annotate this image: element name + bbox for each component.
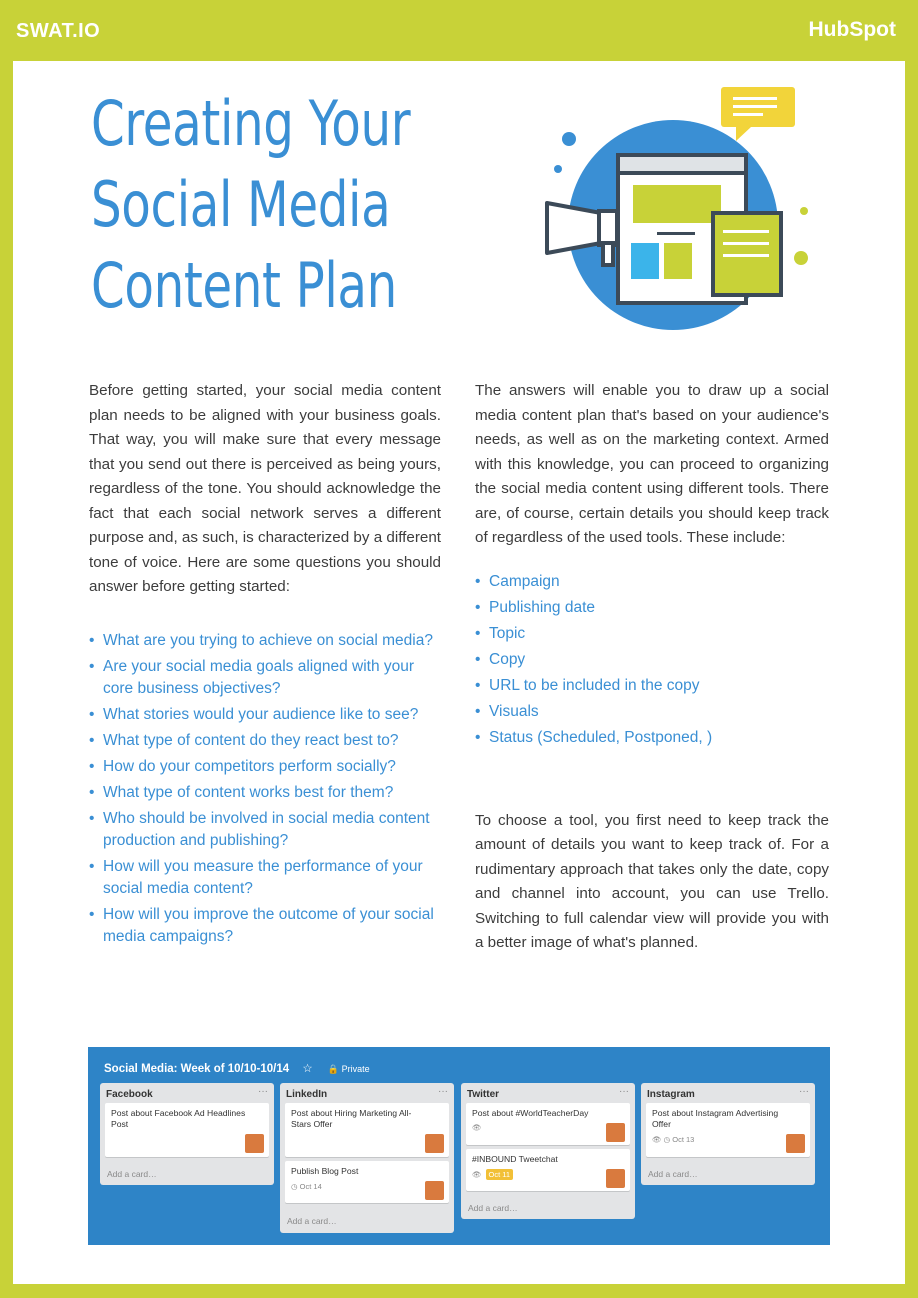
list-item: • Who should be involved in social media content production and publishing? [89, 808, 441, 852]
avatar [245, 1134, 264, 1153]
list-item: • Are your social media goals aligned with your core business objectives? [89, 656, 441, 700]
title-line-2: Social Media [91, 168, 391, 241]
page-title [91, 83, 410, 326]
list-item: • What type of content works best for them? [89, 782, 441, 804]
due-date-badge: 👁 Oct 11 [472, 1169, 513, 1180]
board-title[interactable]: Social Media: Week of 10/10-10/14 [104, 1063, 290, 1075]
card-title: Post about #WorldTeacherDay [472, 1108, 589, 1118]
list-linkedin [280, 1083, 454, 1233]
dot-icon [562, 132, 576, 146]
board-header [104, 1061, 370, 1075]
left-intro: Before getting started, your social media content plan needs to be aligned with your business goals. That way, you will make sure that every message that you send out there is perceived as being yours, regardless of the tone. You should acknowledge the fact that each social network serves a different purpose and, as such, is characterized by a different tone of voice. Here are some questions you should answer before getting started: [89, 382, 441, 595]
list-item: • URL to be included in the copy [475, 675, 829, 697]
list-title: Instagram [647, 1089, 695, 1100]
card[interactable] [466, 1103, 630, 1145]
list-instagram [641, 1083, 815, 1185]
star-icon[interactable]: ☆ [302, 1063, 313, 1075]
add-card-button[interactable]: Add a card… [648, 1169, 698, 1179]
avatar [786, 1134, 805, 1153]
list-menu-icon[interactable]: ··· [258, 1086, 268, 1097]
card[interactable] [105, 1103, 269, 1157]
trello-board [88, 1047, 830, 1245]
list-item: • Publishing date [475, 597, 829, 619]
list-twitter [461, 1083, 635, 1219]
due-date-badge: 👁 ◷ Oct 13 [652, 1135, 695, 1144]
list-item: • Visuals [475, 701, 829, 723]
card[interactable] [466, 1149, 630, 1191]
dot-icon [800, 207, 808, 215]
list-item: • Status (Scheduled, Postponed, ) [475, 727, 829, 749]
questions-list [89, 630, 441, 948]
add-card-button[interactable]: Add a card… [468, 1203, 518, 1213]
brand-swatio: SWAT.IO [16, 20, 101, 42]
list-menu-icon[interactable]: ··· [438, 1086, 448, 1097]
list-title: Facebook [106, 1089, 153, 1100]
list-item: • How will you measure the performance of your social media content? [89, 856, 441, 900]
list-item: • How do your competitors perform socially? [89, 756, 441, 778]
list-title: Twitter [467, 1089, 500, 1100]
list-menu-icon[interactable]: ··· [799, 1086, 809, 1097]
add-card-button[interactable]: Add a card… [107, 1169, 157, 1179]
list-item: • Campaign [475, 571, 829, 593]
list-item: • What stories would your audience like to see? [89, 704, 441, 726]
private-badge[interactable]: 🔒 Private [327, 1064, 370, 1074]
right-outro: To choose a tool, you first need to keep track the amount of details you want to keep track of. For a rudimentary approach that takes only the date, copy and channel into account, you can use Trello. Switching to full calendar view will provide you with a better image of what's planned. [475, 811, 829, 951]
watch-icon: 👁 [472, 1170, 482, 1179]
dot-icon [554, 165, 562, 173]
list-menu-icon[interactable]: ··· [619, 1086, 629, 1097]
card[interactable] [285, 1103, 449, 1157]
list-facebook [100, 1083, 274, 1185]
avatar [606, 1123, 625, 1142]
avatar [606, 1169, 625, 1188]
title-line-1: Creating Your [91, 87, 411, 160]
card-title: Post about Instagram Advertising Offer [652, 1108, 779, 1129]
watch-icon: 👁 [472, 1123, 482, 1132]
list-title: LinkedIn [286, 1089, 328, 1100]
left-column [89, 379, 441, 952]
right-intro: The answers will enable you to draw up a social media content plan that's based on your audience's needs, as well as on the marketing context. Armed with this knowledge, you can proceed to organizing the social media content using different tools. There are, of course, certain details you should keep track of regardless of the used tools. These include: [475, 382, 829, 546]
card-title: Post about Hiring Marketing All-Stars Offer [291, 1108, 412, 1129]
title-line-3: Content Plan [91, 249, 397, 322]
due-date-badge: ◷ Oct 14 [291, 1182, 322, 1191]
list-item: • What type of content do they react best to? [89, 730, 441, 752]
avatar [425, 1181, 444, 1200]
avatar [425, 1134, 444, 1153]
right-column [475, 379, 829, 956]
list-item: • Copy [475, 649, 829, 671]
page-sheet [13, 61, 905, 1284]
list-item: • What are you trying to achieve on social media? [89, 630, 441, 652]
card-title: #INBOUND Tweetchat [472, 1154, 558, 1164]
card[interactable] [285, 1161, 449, 1203]
details-list [475, 571, 829, 749]
list-item: • How will you improve the outcome of your social media campaigns? [89, 904, 441, 948]
add-card-button[interactable]: Add a card… [287, 1216, 337, 1226]
brand-hubspot: HubSpot [808, 18, 896, 41]
card-title: Publish Blog Post [291, 1166, 359, 1176]
card-title: Post about Facebook Ad Headlines Post [111, 1108, 246, 1129]
social-media-illustration [523, 85, 823, 345]
card[interactable] [646, 1103, 810, 1157]
dot-icon [794, 251, 808, 265]
list-item: • Topic [475, 623, 829, 645]
